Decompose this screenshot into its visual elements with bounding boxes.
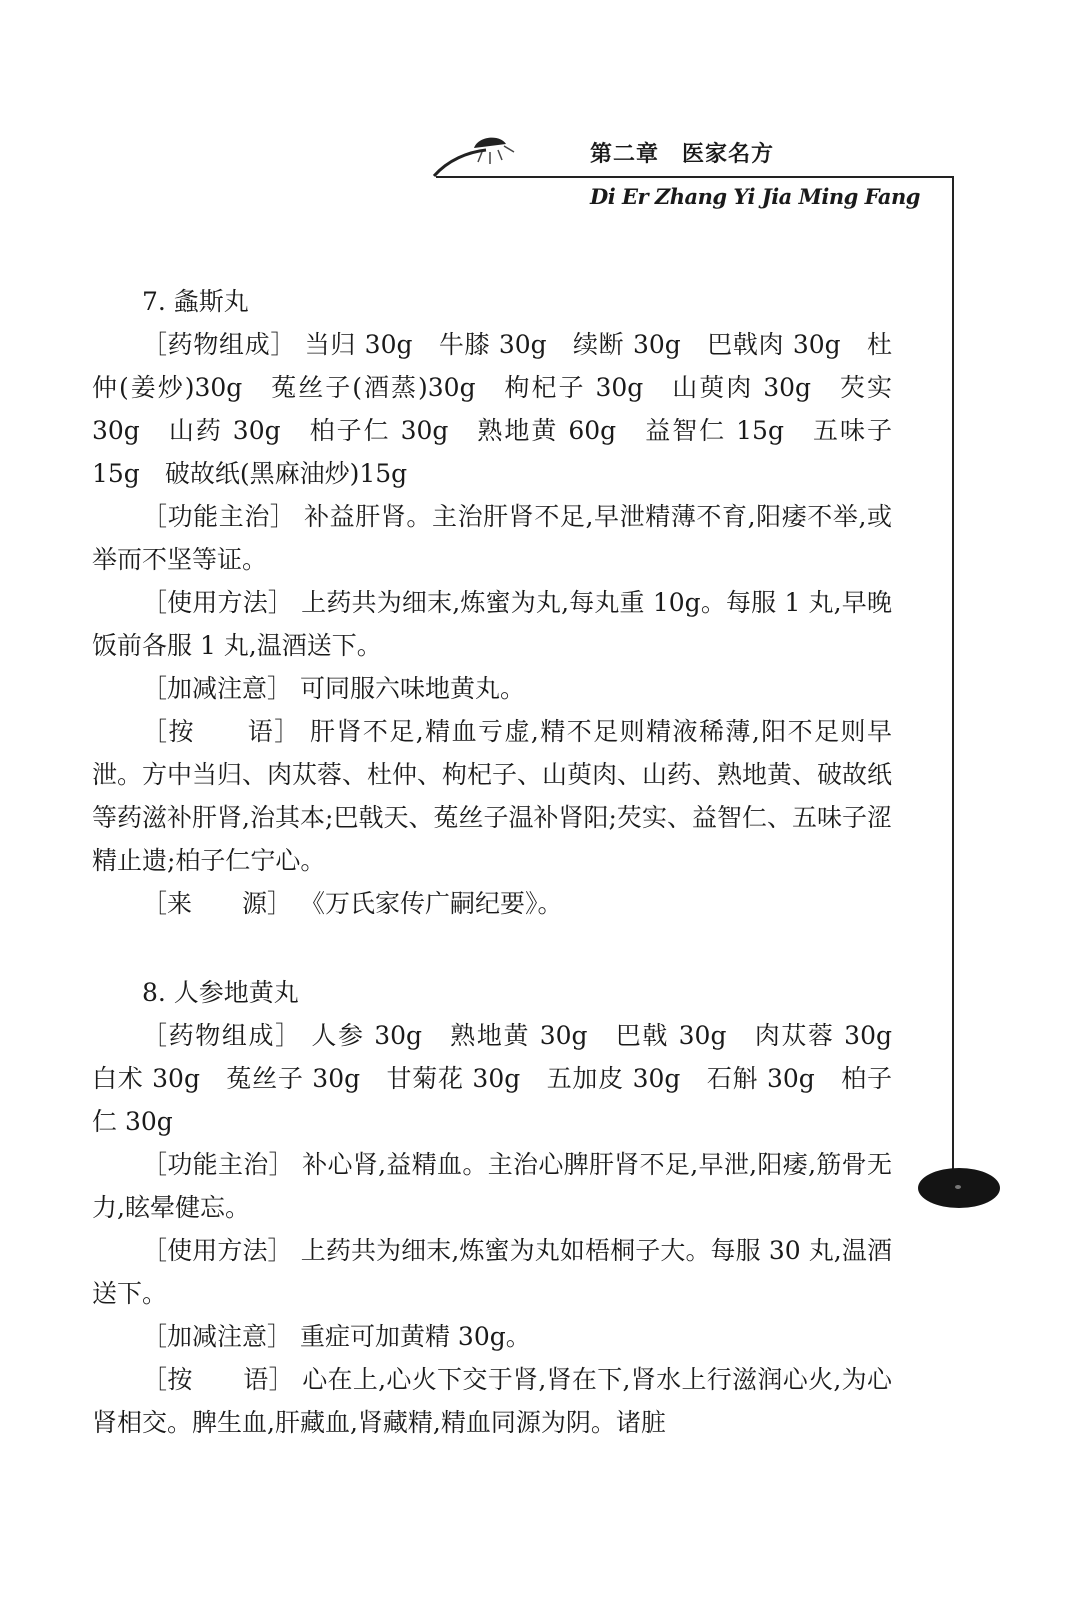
- header-rule: [436, 176, 954, 178]
- margin-rule: [952, 176, 954, 1176]
- field-label: ［按 语］: [142, 717, 301, 746]
- field-text: 肝肾不足,精血亏虚,精不足则精液稀薄,阳不足则早泄。方中当归、肉苁蓉、杜仲、枸杞子、山萸肉、山药、熟地黄、破故纸等药滋补肝肾,治其本;巴戟天、菟丝子温补肾阳;芡实、益智仁、五味子涩精止遗;柏子仁宁心。: [92, 717, 893, 875]
- formula-usage: [92, 1229, 892, 1315]
- page-tab-marker: [918, 1168, 1000, 1208]
- formula-ingredients: [92, 323, 892, 495]
- field-text: 《万氏家传广嗣纪要》。: [292, 889, 563, 918]
- formula-section-7: [92, 280, 892, 925]
- field-text: 上药共为细末,炼蜜为丸,每丸重 10g。每服 1 丸,早晚饭前各服 1 丸,温酒送下。: [92, 588, 892, 660]
- field-label: ［来 源］: [142, 889, 293, 918]
- field-text: 可同服六味地黄丸。: [292, 674, 525, 703]
- field-label: ［使用方法］: [142, 1236, 293, 1265]
- formula-heading: 7. 螽斯丸: [142, 287, 249, 316]
- formula-usage: [92, 581, 892, 667]
- field-text: 补心肾,益精血。主治心脾肝肾不足,早泄,阳痿,筋骨无力,眩晕健忘。: [92, 1150, 892, 1222]
- formula-indications: [92, 495, 892, 581]
- field-label: ［药物组成］: [142, 1021, 302, 1050]
- field-label: ［加减注意］: [142, 1322, 293, 1351]
- formula-commentary: [92, 710, 892, 882]
- field-text: 心在上,心火下交于肾,肾在下,肾水上行滋润心火,为心肾相交。脾生血,肝藏血,肾藏精,精血同源为阴。诸脏: [92, 1365, 892, 1437]
- formula-source: [92, 882, 892, 925]
- field-label: ［功能主治］: [142, 502, 296, 531]
- field-label: ［功能主治］: [142, 1150, 294, 1179]
- reading-lamp-icon: [430, 132, 520, 182]
- field-label: ［药物组成］: [142, 330, 297, 359]
- field-text: 补益肝肾。主治肝肾不足,早泄精薄不育,阳痿不举,或举而不坚等证。: [92, 502, 892, 574]
- field-text: 重症可加黄精 30g。: [292, 1322, 531, 1351]
- formula-modifications: [92, 667, 892, 710]
- field-label: ［加减注意］: [142, 674, 293, 703]
- field-label: ［使用方法］: [142, 588, 294, 617]
- formula-indications: [92, 1143, 892, 1229]
- section-gap: [92, 925, 892, 971]
- chapter-title: 第二章 医家名方: [590, 141, 775, 167]
- field-label: ［按 语］: [142, 1365, 294, 1394]
- field-text: 上药共为细末,炼蜜为丸如梧桐子大。每服 30 丸,温酒送下。: [92, 1236, 892, 1308]
- formula-commentary: [92, 1358, 892, 1444]
- main-text: [92, 280, 918, 1444]
- field-text: 当归 30g 牛膝 30g 续断 30g 巴戟肉 30g 杜仲(姜炒)30g 菟丝子(酒蒸)30g 枸杞子 30g 山萸肉 30g 芡实 30g 山药 30g 柏子仁 30g 熟地黄 60g 益智仁 15g 五味子 15g 破故纸(黑麻油炒)15g: [92, 330, 892, 488]
- page-tab-dot: [955, 1185, 961, 1189]
- field-text: 人参 30g 熟地黄 30g 巴戟 30g 肉苁蓉 30g 白术 30g 菟丝子 30g 甘菊花 30g 五加皮 30g 石斛 30g 柏子仁 30g: [92, 1021, 918, 1136]
- formula-modifications: [92, 1315, 892, 1358]
- chapter-pinyin-subtitle: Di Er Zhang Yi Jia Ming Fang: [590, 184, 920, 209]
- formula-heading: 8. 人参地黄丸: [142, 978, 299, 1007]
- formula-section-8: [92, 971, 918, 1444]
- formula-ingredients: [92, 1014, 918, 1143]
